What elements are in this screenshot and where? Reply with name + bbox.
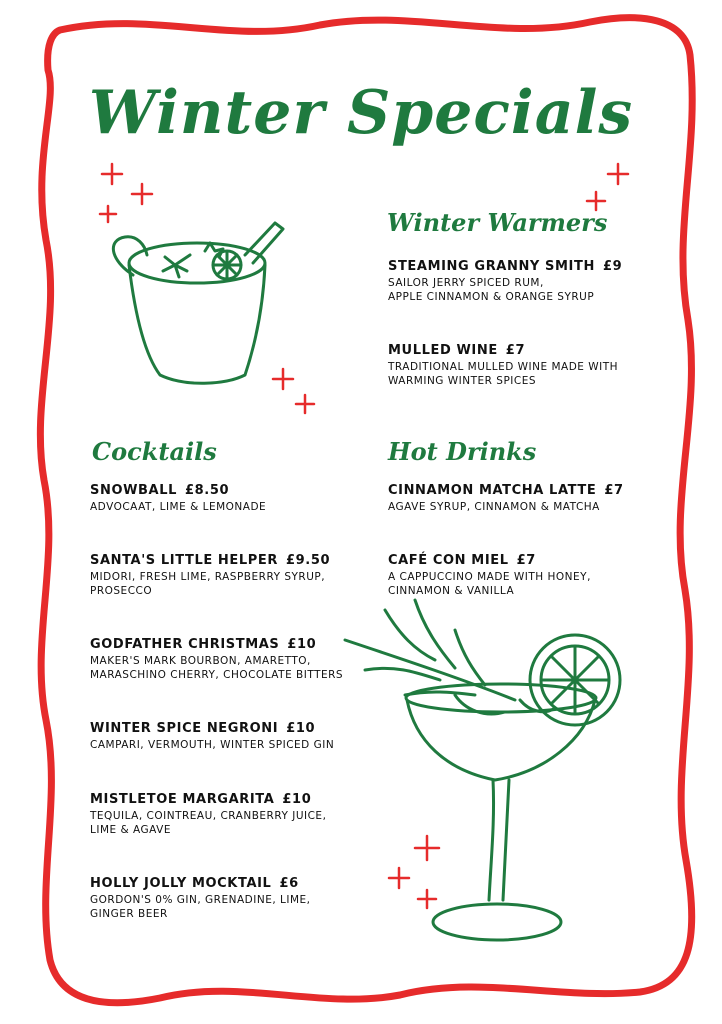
- item-price: £7: [604, 483, 624, 498]
- item-description: TRADITIONAL MULLED WINE MADE WITH WARMING WINTER SPICES: [388, 361, 619, 387]
- menu-title: Winter Specials: [88, 78, 634, 148]
- sparkle-icon: [584, 162, 636, 214]
- menu-item: [388, 343, 688, 388]
- item-name: MULLED WINE: [388, 343, 498, 358]
- menu-item: [90, 792, 390, 837]
- item-description: GORDON'S 0% GIN, GRENADINE, LIME, GINGER BEER: [90, 894, 311, 920]
- item-description: ADVOCAAT, LIME & LEMONADE: [90, 501, 267, 513]
- item-description: MAKER'S MARK BOURBON, AMARETTO, MARASCHINO CHERRY, CHOCOLATE BITTERS: [90, 655, 344, 681]
- section-heading-cocktails: Cocktails: [92, 437, 217, 466]
- menu-item: [388, 483, 688, 514]
- sparkle-icon: [265, 365, 320, 420]
- item-description: CAMPARI, VERMOUTH, WINTER SPICED GIN: [90, 739, 335, 751]
- item-name: STEAMING GRANNY SMITH: [388, 259, 595, 274]
- item-name: MISTLETOE MARGARITA: [90, 792, 275, 807]
- item-name: HOLLY JOLLY MOCKTAIL: [90, 876, 272, 891]
- menu-item: [90, 876, 390, 921]
- menu-item: [90, 483, 390, 514]
- item-price: £8.50: [184, 483, 230, 498]
- section-heading-hot-drinks: Hot Drinks: [388, 437, 537, 466]
- item-name: GODFATHER CHRISTMAS: [90, 637, 280, 652]
- menu-item: [388, 553, 688, 598]
- item-price: £10: [286, 721, 316, 736]
- item-description: TEQUILA, COINTREAU, CRANBERRY JUICE, LIME & AGAVE: [90, 810, 327, 836]
- item-name: CINNAMON MATCHA LATTE: [388, 483, 597, 498]
- item-price: £9.50: [286, 553, 331, 568]
- item-name: SANTA'S LITTLE HELPER: [90, 553, 278, 568]
- item-price: £7: [505, 343, 526, 358]
- item-price: £10: [282, 792, 312, 807]
- item-price: £7: [516, 553, 536, 568]
- sparkle-icon: [94, 160, 164, 230]
- menu-item: [90, 637, 390, 682]
- section-heading-winter-warmers: Winter Warmers: [387, 208, 608, 237]
- item-description: MIDORI, FRESH LIME, RASPBERRY SYRUP, PROSECCO: [90, 571, 326, 597]
- menu-item: [388, 259, 688, 304]
- menu-item: [90, 721, 390, 752]
- item-name: CAFÉ CON MIEL: [388, 553, 509, 568]
- item-description: AGAVE SYRUP, CINNAMON & MATCHA: [388, 501, 600, 513]
- item-name: WINTER SPICE NEGRONI: [90, 721, 279, 736]
- menu-item: [90, 553, 390, 598]
- item-price: £9: [602, 259, 623, 274]
- item-name: SNOWBALL: [90, 483, 177, 498]
- item-price: £6: [279, 876, 299, 891]
- item-price: £10: [287, 637, 317, 652]
- item-description: A CAPPUCCINO MADE WITH HONEY, CINNAMON & VANILLA: [388, 571, 591, 597]
- item-description: SAILOR JERRY SPICED RUM, APPLE CINNAMON & ORANGE SYRUP: [388, 277, 595, 303]
- mulled-mug-icon: [115, 215, 290, 390]
